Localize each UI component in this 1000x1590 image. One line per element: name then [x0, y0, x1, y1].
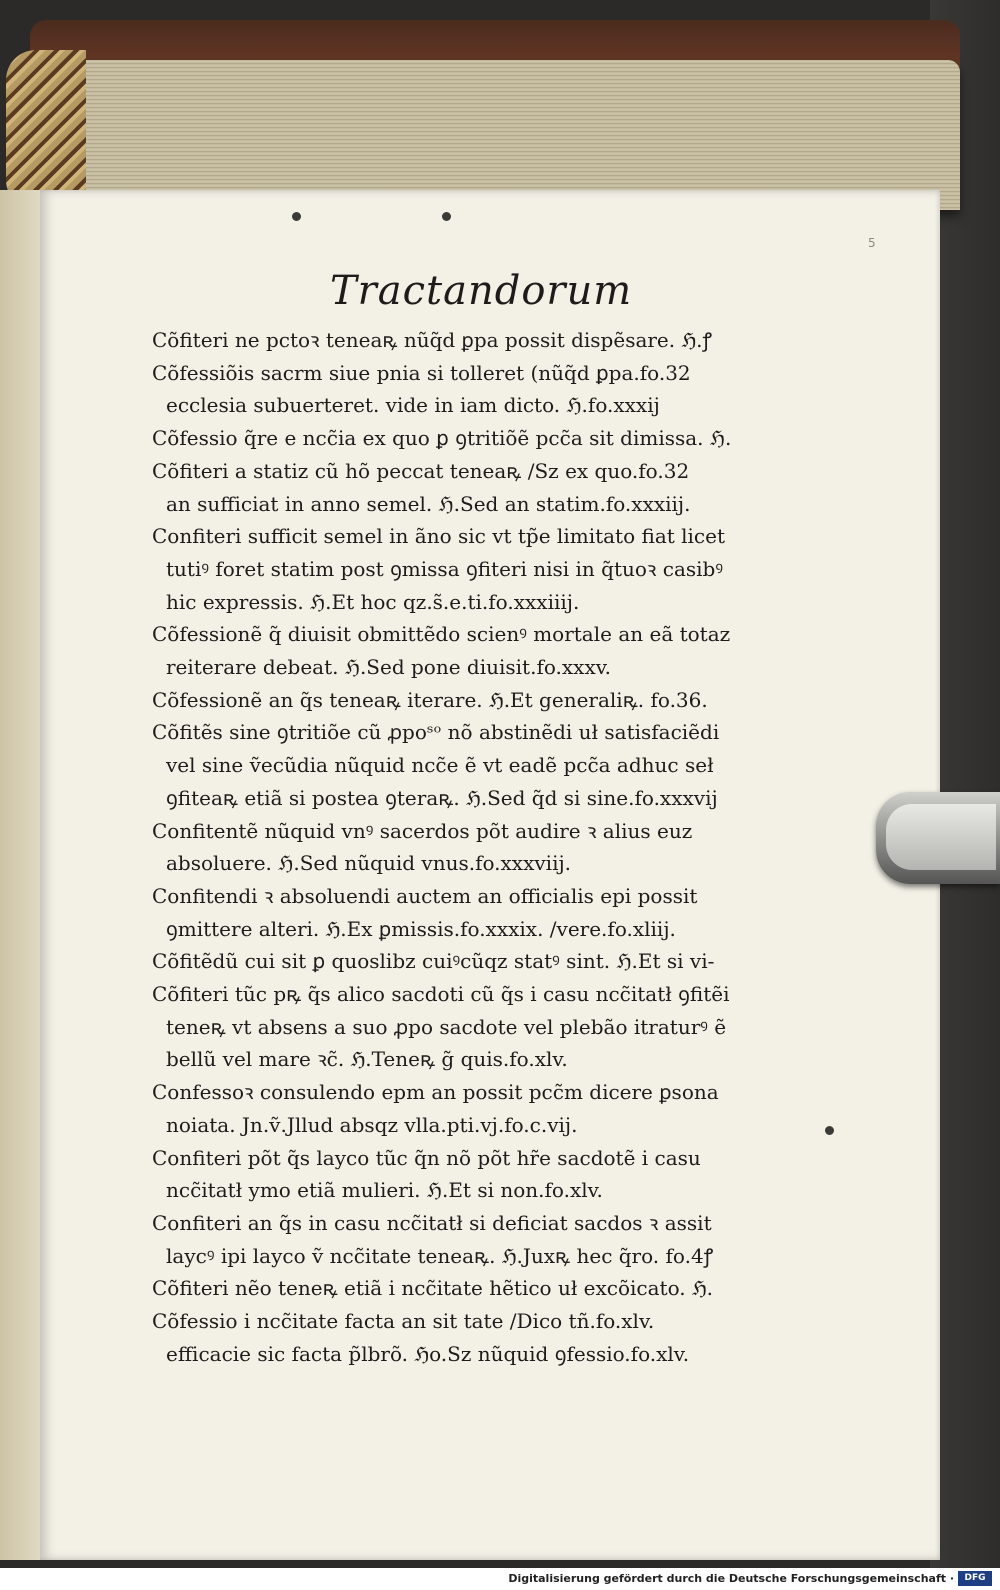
- page-heading: Tractandorum: [330, 268, 633, 314]
- index-entry: [152, 880, 772, 945]
- index-entry: [152, 455, 772, 520]
- entry-line: Cõfiteri a statiz cũ hõ peccat teneaꝶ /Sz ex quo.fo.32: [152, 458, 690, 483]
- index-entry: [152, 357, 772, 422]
- index-entry: [152, 1142, 772, 1207]
- entry-line: Cõfitẽdũ cui sit ꝑ quoslibz cuiꝰcũqz statꝰ sint. ℌ.Et si vi-: [152, 949, 715, 974]
- entry-line: bellũ vel mare ꝛc̃. ℌ.Teneꝶ g̃ quis.fo.xlv.: [166, 1047, 568, 1072]
- binding-hole: [825, 1126, 834, 1135]
- entry-line: hic expressis. ℌ.Et hoc qz.s̃.e.ti.fo.xxxiiij.: [166, 589, 580, 614]
- entry-line: Cõfiteri tũc pꝶ q̃s alico sacdoti cũ q̃s i casu ncc̃itatł ꝯfitẽi: [152, 982, 730, 1007]
- entry-line: Cõfessionẽ an q̃s teneaꝶ iterare. ℌ.Et generaliꝶ. fo.36.: [152, 687, 708, 712]
- entry-line: Cõfessionẽ q̃ diuisit obmittẽdo scienꝰ mortale an eã totaz: [152, 622, 731, 647]
- index-entry: [152, 978, 772, 1076]
- page-clip: [876, 792, 1000, 884]
- entry-line: ncc̃itatł ymo etiã mulieri. ℌ.Et si non.fo.xlv.: [166, 1178, 603, 1203]
- entry-line: Confitentẽ nũquid vnꝰ sacerdos põt audire ꝛ alius euz: [152, 818, 693, 843]
- entry-line: Cõfessiõis sacrm siue pnia si tolleret (nũq̃d ꝑpa.fo.32: [152, 360, 691, 385]
- entry-line: ꝯfiteaꝶ etiã si postea ꝯteraꝶ. ℌ.Sed q̃d si sine.fo.xxxvij: [166, 785, 718, 810]
- index-entry: [152, 1305, 772, 1370]
- entry-line: teneꝶ vt absens a suo ꝓpo sacdote vel plebão itraturꝰ ẽ: [166, 1014, 727, 1039]
- entry-line: tutiꝰ foret statim post ꝯmissa ꝯfiteri nisi in q̃tuoꝛ casibꝰ: [166, 556, 723, 581]
- entry-line: an sufficiat in anno semel. ℌ.Sed an statim.fo.xxxiij.: [166, 491, 691, 516]
- entry-line: Cõfessio q̃re e ncc̃ia ex quo ꝑ ꝯtritiõẽ pcc̃a sit dimissa. ℌ.: [152, 426, 732, 451]
- index-entry: [152, 815, 772, 880]
- index-entries: [152, 324, 772, 1371]
- entry-line: ꝯmittere alteri. ℌ.Ex ꝑmissis.fo.xxxix. /vere.fo.xliij.: [166, 916, 676, 941]
- index-entry: [152, 1207, 772, 1272]
- entry-line: Confiteri sufficit semel in ãno sic vt tp̃e limitato fiat licet: [152, 524, 726, 549]
- index-entry: [152, 422, 772, 455]
- entry-line: Cõfiteri ne pctoꝛ teneaꝶ nũq̃d ꝑpa possit dispẽsare. ℌ.ꝭ: [152, 328, 713, 352]
- entry-line: reiterare debeat. ℌ.Sed pone diuisit.fo.xxxv.: [166, 655, 612, 680]
- credit-text: Digitalisierung gefördert durch die Deutsche Forschungsgemeinschaft ·: [508, 1572, 954, 1585]
- index-entry: [152, 1076, 772, 1141]
- page-edges: [40, 60, 960, 210]
- entry-line: laycꝰ ipi layco ṽ ncc̃itate teneaꝶ. ℌ.Juxꝶ hec q̃ro. fo.4ꝭ: [166, 1243, 714, 1268]
- entry-line: absoluere. ℌ.Sed nũquid vnus.fo.xxxviij.: [166, 851, 572, 876]
- binding-hole: [442, 212, 451, 221]
- headband: [6, 50, 86, 210]
- index-entry: [152, 945, 772, 978]
- index-entry: [152, 1272, 772, 1305]
- entry-line: Cõfiteri nẽo teneꝶ etiã i ncc̃itate hẽtico uł excõicato. ℌ.: [152, 1276, 714, 1301]
- entry-line: Confessoꝛ consulendo epm an possit pcc̃m dicere ꝑsona: [152, 1080, 719, 1105]
- index-entry: [152, 324, 772, 357]
- entry-line: Confiteri an q̃s in casu ncc̃itatł si deficiat sacdos ꝛ assit: [152, 1210, 712, 1235]
- entry-line: ecclesia subuerteret. vide in iam dicto. ℌ.fo.xxxij: [166, 393, 660, 418]
- entry-line: vel sine ṽecũdia nũquid ncc̃e ẽ vt eadẽ pcc̃a adhuc seł: [166, 753, 714, 778]
- entry-line: Cõfessio i ncc̃itate facta an sit tate /Dico tñ.fo.xlv.: [152, 1309, 655, 1334]
- index-entry: [152, 618, 772, 683]
- index-entry: [152, 716, 772, 814]
- entry-line: Confiteri põt q̃s layco tũc q̃n nõ põt hr̃e sacdotẽ i casu: [152, 1145, 701, 1170]
- index-entry: [152, 520, 772, 618]
- entry-line: Confitendi ꝛ absoluendi auctem an officialis epi possit: [152, 883, 698, 908]
- folio-mark: 5: [868, 236, 876, 250]
- page-clip-inner: [886, 804, 996, 870]
- entry-line: noiata. Jn.ṽ.Jllud absqz vlla.pti.vj.fo.c.vij.: [166, 1112, 578, 1137]
- credit-bar: [0, 1568, 1000, 1590]
- dfg-logo: DFG: [958, 1571, 992, 1586]
- binding-hole: [292, 212, 301, 221]
- entry-line: efficacie sic facta p̃lbrõ. ℌo.Sz nũquid ꝯfessio.fo.xlv.: [166, 1341, 690, 1366]
- index-entry: [152, 684, 772, 717]
- entry-line: Cõfitẽs sine ꝯtritiõe cũ ꝓpoˢᵒ nõ abstinẽdi uł satisfaciẽdi: [152, 720, 720, 745]
